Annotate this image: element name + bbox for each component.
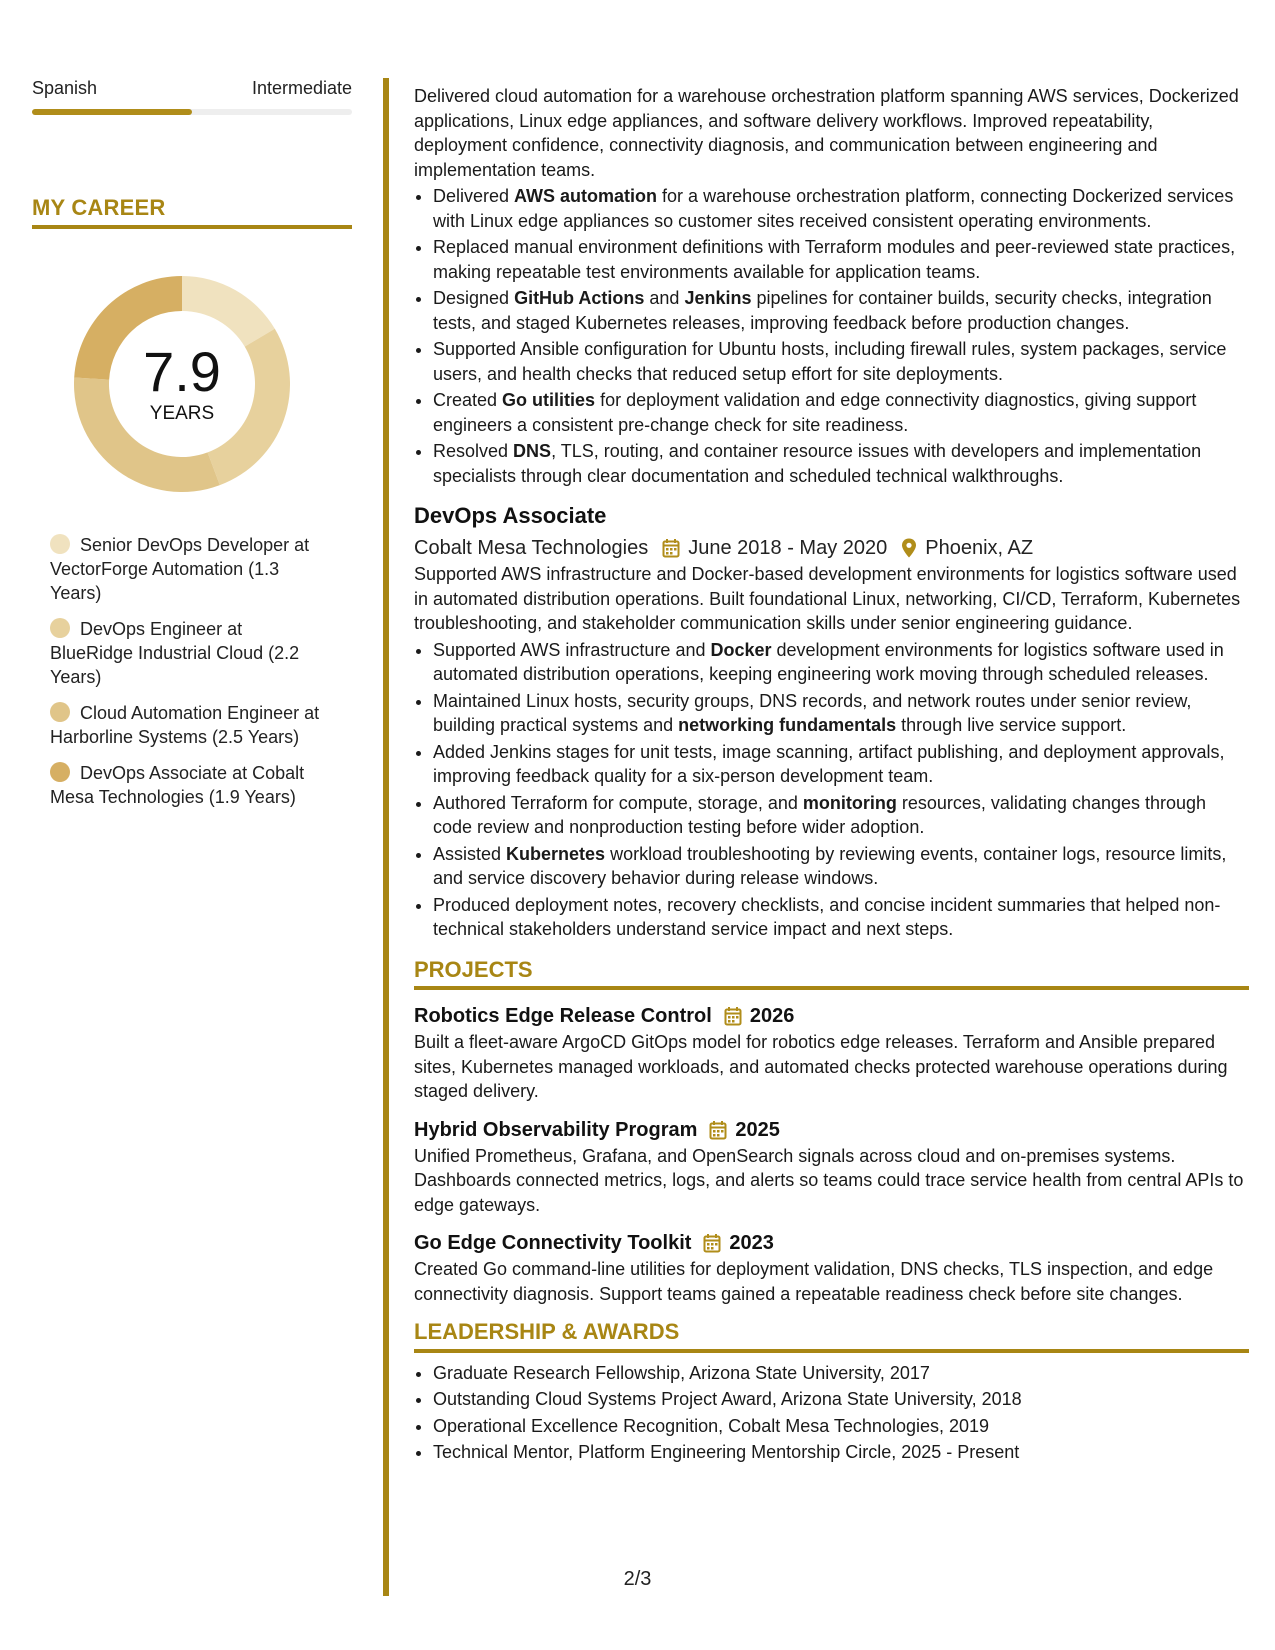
legend-dot bbox=[50, 702, 70, 722]
job-bullet: • Assisted Kubernetes workload troubleshooting by reviewing events, container logs, resource limits, and service discovery behavior during release windows. bbox=[433, 842, 1249, 891]
project-year: 2026 bbox=[749, 1005, 795, 1027]
language-level: Intermediate bbox=[251, 78, 352, 98]
job-title: DevOps Associate bbox=[414, 503, 607, 528]
career-donut-chart bbox=[67, 269, 297, 499]
language-proficiency-fill bbox=[32, 109, 192, 115]
language-row bbox=[32, 78, 352, 99]
award-item: • Graduate Research Fellowship, Arizona State University, 2017 bbox=[433, 1361, 1249, 1386]
project-description: Created Go command-line utilities for deployment validation, DNS checks, TLS inspection, and edge connectivity diagnosis. Support teams gained a repeatable readiness check before site changes. bbox=[414, 1259, 1214, 1304]
project-title: Go Edge Connectivity Toolkit bbox=[414, 1232, 692, 1254]
main-content bbox=[414, 84, 1249, 1467]
job-bullets bbox=[414, 638, 1249, 942]
award-item: • Operational Excellence Recognition, Cobalt Mesa Technologies, 2019 bbox=[433, 1414, 1249, 1439]
career-legend-item bbox=[50, 761, 320, 809]
job-bullet: • Supported AWS infrastructure and Docker development environments for logistics software used in automated distribution operations, keeping engineering work moving through scheduled releases. bbox=[433, 638, 1249, 687]
legend-label: DevOps Engineer at BlueRidge Industrial Cloud (2.2 Years) bbox=[50, 619, 300, 687]
column-divider bbox=[383, 78, 389, 1596]
projects-heading: PROJECTS bbox=[414, 958, 1249, 991]
award-item: • Technical Mentor, Platform Engineering Mentorship Circle, 2025 - Present bbox=[433, 1440, 1249, 1465]
legend-label: Senior DevOps Developer at VectorForge Automation (1.3 Years) bbox=[50, 535, 310, 603]
legend-dot bbox=[50, 534, 70, 554]
project-year: 2023 bbox=[729, 1232, 774, 1254]
career-heading: MY CAREER bbox=[32, 195, 352, 229]
prev-role-bullet: • Replaced manual environment definitions with Terraform modules and peer-reviewed state practices, making repeatable test environments available for application teams. bbox=[433, 235, 1249, 284]
project-title-row bbox=[414, 1002, 1249, 1030]
project-description: Unified Prometheus, Grafana, and OpenSearch signals across cloud and on-premises systems. Dashboards connected metrics, logs, and alerts so teams could trace service health from central APIs to edge gateways. bbox=[414, 1145, 1244, 1215]
projects-list bbox=[414, 1002, 1249, 1306]
legend-dot bbox=[50, 618, 70, 638]
legend-label: DevOps Associate at Cobalt Mesa Technologies (1.9 Years) bbox=[50, 763, 305, 807]
prev-role-bullet: • Resolved DNS, TLS, routing, and container resource issues with developers and implementation specialists through clear documentation and scheduled technical walkthroughs. bbox=[433, 439, 1249, 488]
job-meta bbox=[414, 534, 1249, 562]
job-bullet: • Maintained Linux hosts, security groups, DNS records, and network routes under senior review, building practical systems and networking fundamentals through live service support. bbox=[433, 689, 1249, 738]
job-location: Phoenix, AZ bbox=[925, 537, 1034, 559]
project-title: Robotics Edge Release Control bbox=[414, 1005, 712, 1027]
job-summary: Supported AWS infrastructure and Docker-based development environments for logistics software used in automated distribution operations. Built foundational Linux, networking, CI/CD, Terraform, Kubernetes troubleshooting, and stakeholder communication skills under senior engineering guidance. bbox=[414, 564, 1241, 633]
awards-list bbox=[414, 1361, 1249, 1465]
awards-heading: LEADERSHIP & AWARDS bbox=[414, 1320, 1249, 1353]
page-number: 2/3 bbox=[623, 1568, 652, 1590]
career-legend bbox=[32, 533, 352, 809]
legend-dot bbox=[50, 762, 70, 782]
career-legend-item bbox=[50, 533, 320, 605]
project-title-row bbox=[414, 1229, 1249, 1257]
prev-role-bullet: • Created Go utilities for deployment validation and edge connectivity diagnostics, giving support engineers a consistent pre-change check for site readiness. bbox=[433, 388, 1249, 437]
calendar-icon bbox=[662, 538, 680, 558]
legend-label: Cloud Automation Engineer at Harborline Systems (2.5 Years) bbox=[50, 703, 320, 747]
language-proficiency-bar bbox=[32, 109, 352, 115]
calendar-icon bbox=[709, 1120, 727, 1140]
job-dates: June 2018 - May 2020 bbox=[688, 537, 888, 559]
career-legend-item bbox=[50, 701, 320, 749]
prev-role-summary: Delivered cloud automation for a warehouse orchestration platform spanning AWS services, Dockerized applications, Linux edge appliances, and software delivery workflows. Improved repeatability, deployment confidence, connectivity diagnosis, and communication between engineering and implementation teams. bbox=[414, 86, 1239, 180]
award-item: • Outstanding Cloud Systems Project Award, Arizona State University, 2018 bbox=[433, 1387, 1249, 1412]
project-description: Built a fleet-aware ArgoCD GitOps model for robotics edge releases. Terraform and Ansible prepared sites, Kubernetes managed workloads, and automated checks protected warehouse operations during staged delivery. bbox=[414, 1032, 1228, 1101]
project-title-row bbox=[414, 1116, 1249, 1144]
total-years-value: 7.9 bbox=[143, 340, 221, 403]
sidebar bbox=[32, 78, 352, 821]
prev-role-bullet: • Designed GitHub Actions and Jenkins pipelines for container builds, security checks, integration tests, and staged Kubernetes releases, improving feedback before production changes. bbox=[433, 286, 1249, 335]
prev-role-bullet: • Supported Ansible configuration for Ubuntu hosts, including firewall rules, system packages, service users, and health checks that reduced setup effort for site deployments. bbox=[433, 337, 1249, 386]
project-title: Hybrid Observability Program bbox=[414, 1118, 698, 1141]
career-legend-item bbox=[50, 617, 320, 689]
total-years-unit: YEARS bbox=[149, 403, 215, 424]
job-bullet: • Added Jenkins stages for unit tests, image scanning, artifact publishing, and deployment approvals, improving feedback quality for a six-person development team. bbox=[433, 740, 1249, 789]
map-pin-icon bbox=[901, 538, 917, 558]
prev-role-bullets bbox=[414, 184, 1249, 488]
project-year: 2025 bbox=[735, 1118, 780, 1141]
job-bullet: • Produced deployment notes, recovery checklists, and concise incident summaries that helped non-technical stakeholders understand service impact and next steps. bbox=[433, 893, 1249, 942]
job-company: Cobalt Mesa Technologies bbox=[414, 537, 649, 559]
language-name: Spanish bbox=[32, 78, 98, 98]
prev-role-bullet: • Delivered AWS automation for a warehouse orchestration platform, connecting Dockerized services with Linux edge appliances so customer sites received consistent operating environments. bbox=[433, 184, 1249, 233]
calendar-icon bbox=[724, 1006, 742, 1026]
calendar-icon bbox=[703, 1233, 721, 1253]
job-bullet: • Authored Terraform for compute, storage, and monitoring resources, validating changes through code review and nonproduction testing before wider adoption. bbox=[433, 791, 1249, 840]
